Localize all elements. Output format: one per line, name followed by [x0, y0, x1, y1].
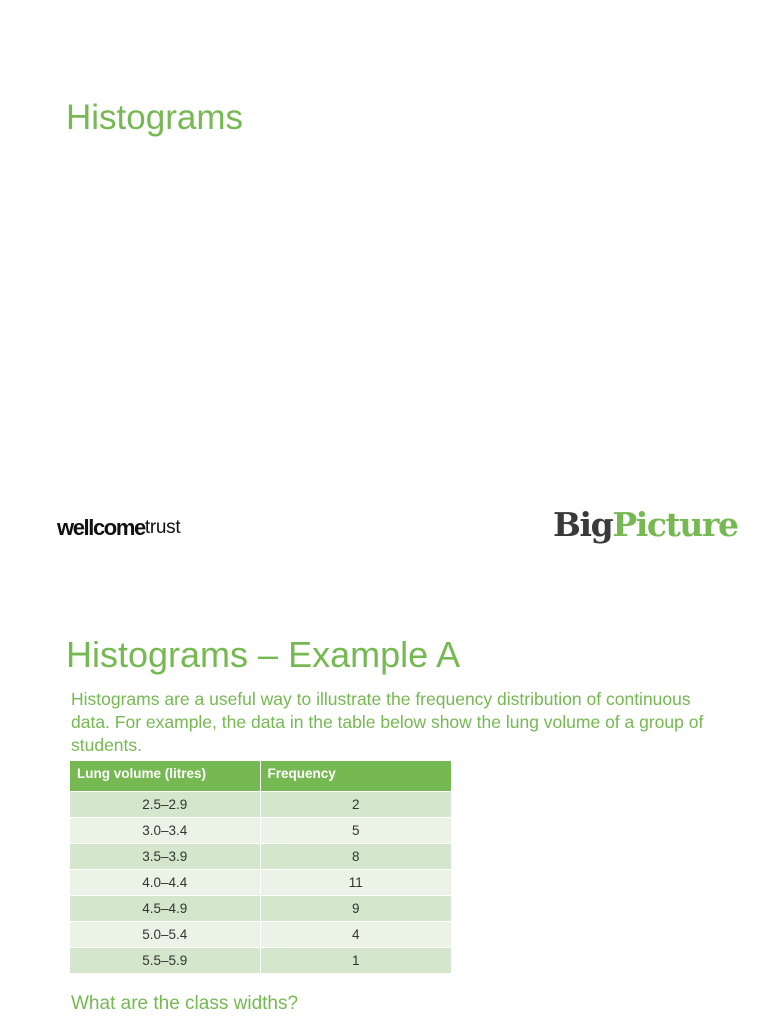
- wellcome-logo-bold: wellcome: [57, 515, 145, 540]
- column-header-frequency: Frequency: [260, 761, 451, 791]
- lung-volume-cell: 3.0–3.4: [70, 817, 260, 843]
- table-row: [70, 791, 451, 817]
- table-row: [70, 947, 451, 973]
- example-slide: [0, 590, 768, 1024]
- frequency-cell: 5: [260, 817, 451, 843]
- frequency-cell: 2: [260, 791, 451, 817]
- question-text: What are the class widths?: [71, 993, 299, 1014]
- table-row: [70, 869, 451, 895]
- big-picture-logo-picture: Picture: [612, 505, 738, 544]
- table-row: [70, 921, 451, 947]
- frequency-cell: 4: [260, 921, 451, 947]
- wellcome-logo-light: trust: [144, 517, 181, 538]
- frequency-cell: 9: [260, 895, 451, 921]
- frequency-cell: 1: [260, 947, 451, 973]
- column-header-lung-volume: Lung volume (litres): [70, 761, 260, 791]
- lung-volume-cell: 4.5–4.9: [70, 895, 260, 921]
- table-row: [70, 895, 451, 921]
- big-picture-logo: [553, 505, 738, 544]
- frequency-table: [70, 761, 451, 973]
- lung-volume-cell: 2.5–2.9: [70, 791, 260, 817]
- big-picture-logo-big: Big: [553, 505, 613, 544]
- lung-volume-cell: 3.5–3.9: [70, 843, 260, 869]
- lung-volume-cell: 4.0–4.4: [70, 869, 260, 895]
- wellcome-trust-logo: [57, 515, 180, 541]
- intro-paragraph: Histograms are a useful way to illustrate the frequency distribution of continuous data. For example, the data in the table below show the lung volume of a group of students.: [71, 689, 704, 755]
- frequency-cell: 8: [260, 843, 451, 869]
- frequency-cell: 11: [260, 869, 451, 895]
- lung-volume-cell: 5.5–5.9: [70, 947, 260, 973]
- slide-title: Histograms – Example A: [66, 634, 461, 675]
- table-row: [70, 817, 451, 843]
- lung-volume-cell: 5.0–5.4: [70, 921, 260, 947]
- table-row: [70, 843, 451, 869]
- table-header-row: [70, 761, 451, 791]
- slide-title: Histograms: [66, 98, 243, 137]
